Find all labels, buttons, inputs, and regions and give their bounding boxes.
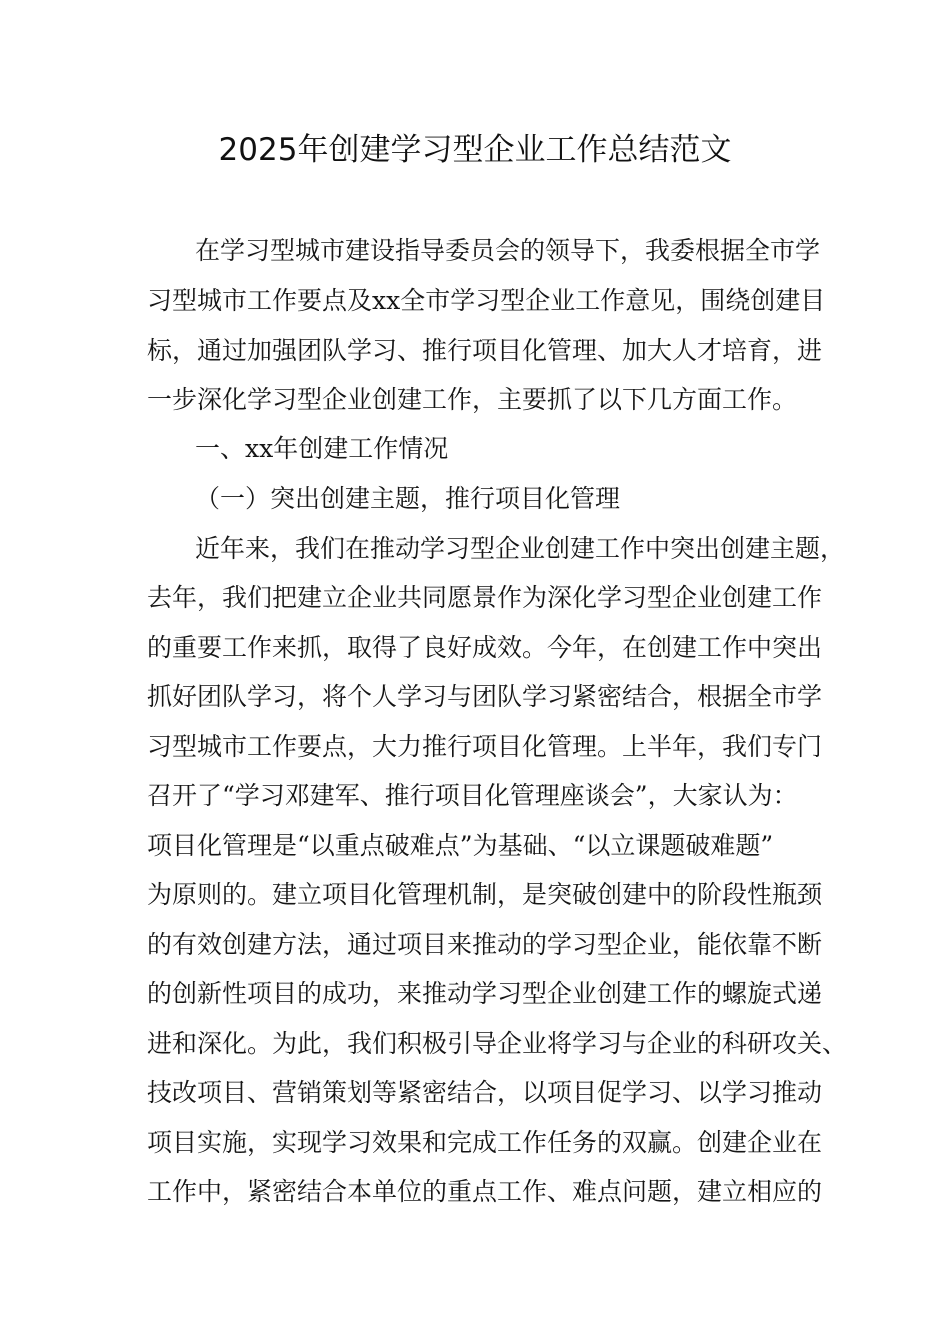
paragraph-line: 习型城市工作要点及xx全市学习型企业工作意见，围绕创建目 <box>147 286 826 315</box>
paragraph-line: 在学习型城市建设指导委员会的领导下，我委根据全市学 <box>195 236 821 265</box>
paragraph-line: 近年来，我们在推动学习型企业创建工作中突出创建主题， <box>195 534 846 563</box>
paragraph-line: 习型城市工作要点，大力推行项目化管理。上半年，我们专门 <box>147 732 823 761</box>
paragraph-line: 项目实施，实现学习效果和完成工作任务的双赢。创建企业在 <box>147 1128 823 1157</box>
paragraph-line: 去年，我们把建立企业共同愿景作为深化学习型企业创建工作 <box>147 583 823 612</box>
paragraph-line: 为原则的。建立项目化管理机制，是突破创建中的阶段性瓶颈 <box>147 880 823 909</box>
paragraph-line: 的创新性项目的成功，来推动学习型企业创建工作的螺旋式递 <box>147 979 823 1008</box>
paragraph-line: 技改项目、营销策划等紧密结合，以项目促学习、以学习推动 <box>147 1078 823 1107</box>
paragraph-line: 进和深化。为此，我们积极引导企业将学习与企业的科研攻关、 <box>147 1029 848 1058</box>
paragraph-line: 项目化管理是“以重点破难点”为基础、“以立课题破难题” <box>147 831 774 860</box>
paragraph-line: 抓好团队学习，将个人学习与团队学习紧密结合，根据全市学 <box>147 682 823 711</box>
paragraph-line: 一步深化学习型企业创建工作，主要抓了以下几方面工作。 <box>147 385 798 414</box>
paragraph-line: 的有效创建方法，通过项目来推动的学习型企业，能依靠不断 <box>147 930 823 959</box>
document-title: 2025年创建学习型企业工作总结范文 <box>218 132 732 168</box>
section-heading: 一、xx年创建工作情况 <box>195 434 449 463</box>
paragraph-line: 召开了“学习邓建军、推行项目化管理座谈会”，大家认为： <box>147 781 798 810</box>
paragraph-line: 工作中，紧密结合本单位的重点工作、难点问题，建立相应的 <box>147 1177 823 1206</box>
paragraph-line: 的重要工作来抓，取得了良好成效。今年，在创建工作中突出 <box>147 633 823 662</box>
subsection-heading: （一）突出创建主题，推行项目化管理 <box>195 484 621 513</box>
paragraph-line: 标，通过加强团队学习、推行项目化管理、加大人才培育，进 <box>147 336 823 365</box>
